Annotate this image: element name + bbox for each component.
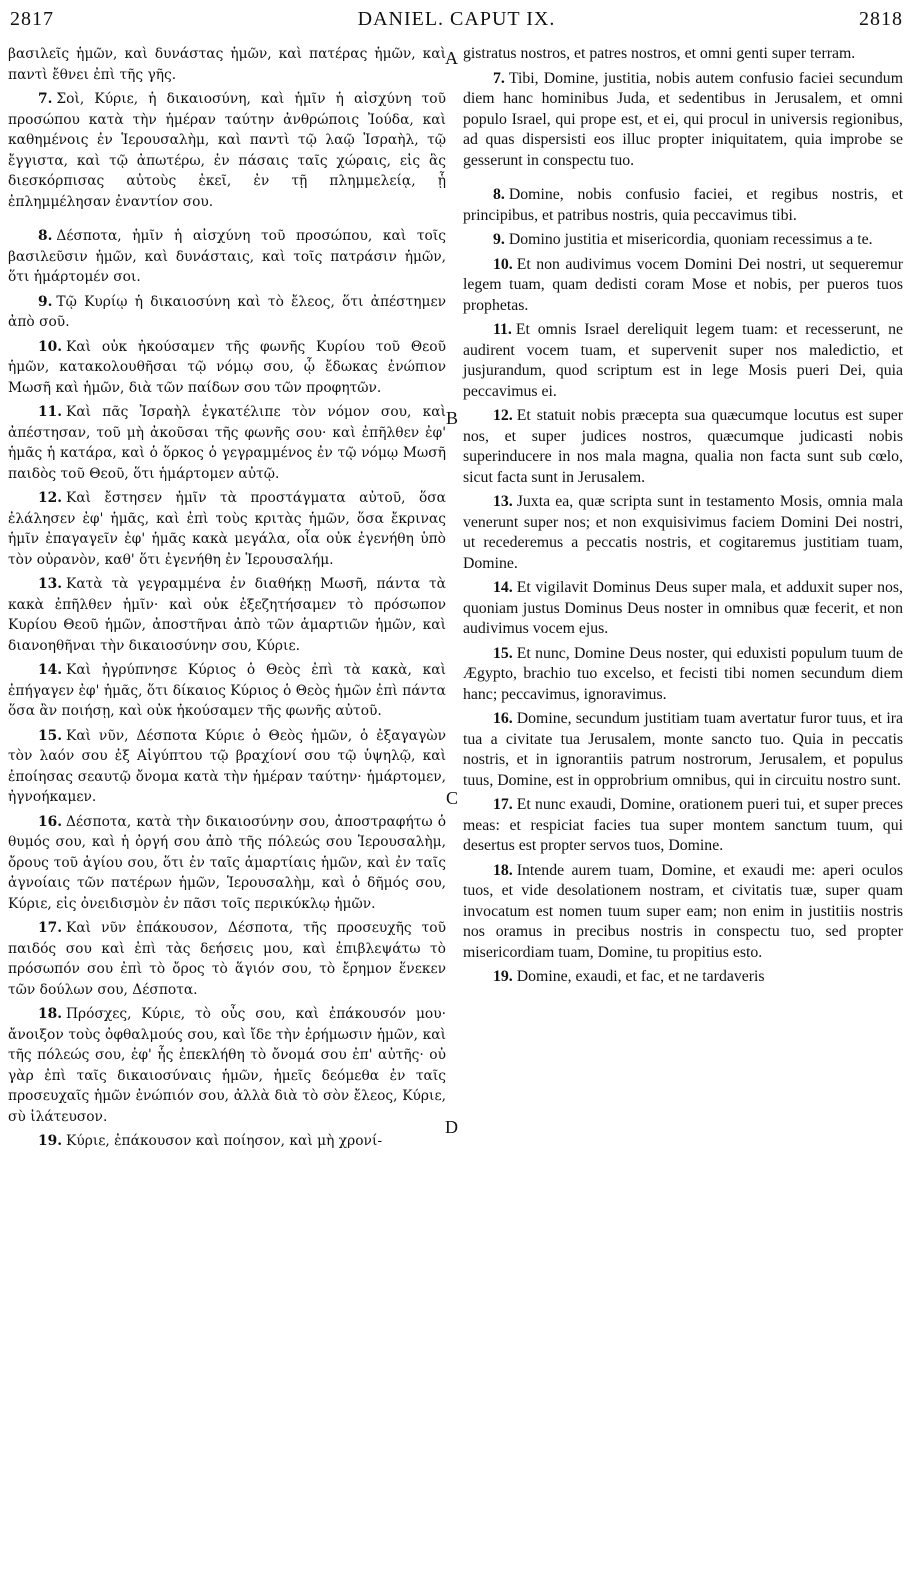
verse-number: 18. xyxy=(38,1006,63,1022)
verse-text: Καὶ οὐκ ἠκούσαμεν τῆς φωνῆς Κυρίου τοῦ Θεοῦ ἡμῶν, κατακολουθῆσαι τῷ νόμῳ σου, ᾧ ἔδωκας ἐνώπιον Μωσῆ καὶ ἡμῶν, διὰ τῶν παίδων σου τῶν προφητῶν. xyxy=(8,338,446,396)
page-header xyxy=(10,8,903,34)
verse-number: 9. xyxy=(493,231,505,248)
verse-text: Κατὰ τὰ γεγραμμένα ἐν διαθήκῃ Μωσῆ, πάντα τὰ κακὰ ἐπῆλθεν ἡμῖν· καὶ οὐκ ἐξεζητήσαμεν τὸ πρόσωπον Κυρίου Θεοῦ ἡμῶν, ἀποστῆναι ἀπὸ τῶν ἁμαρτιῶν ἡμῶν, καὶ διανοηθῆναι τὴν δικαιοσύνην σου, Κύριε. xyxy=(8,576,446,654)
running-title: DANIEL. CAPUT IX. xyxy=(357,8,556,30)
greek-verse xyxy=(8,488,446,570)
greek-verse xyxy=(8,89,446,212)
latin-verse xyxy=(463,255,903,317)
verse-text: Domine, secundum justitiam tuam avertatur furor tuus, et ira tua a civitate tua Jerusalem, monte sancto tuo. Quia in peccatis nostris, et in ignorantiis patrum nostrorum, Jerusalem, et populus tuus, Domine, est in opprobrium omnibus, qui in circuitu nostro sunt. xyxy=(463,710,903,789)
verse-number: 11. xyxy=(38,404,63,420)
greek-verse xyxy=(8,812,446,915)
latin-verse xyxy=(463,861,903,964)
verse-text: Tibi, Domine, justitia, nobis autem confusio faciei secundum diem hanc hominibus Juda, et sedentibus in Jerusalem, et omni populo Israel, qui prope est, et ei, qui procul in universis regionibus, ad quas dispersisti eos illuc propter iniquitatem, quia improbe se gesserunt in conspectu tuo. xyxy=(463,69,903,169)
latin-verse xyxy=(463,320,903,402)
greek-column xyxy=(8,44,446,1156)
verse-number: 14. xyxy=(38,662,63,678)
verse-number: 14. xyxy=(493,579,513,596)
column-marker-d: D xyxy=(445,1117,458,1137)
page-number-left: 2817 xyxy=(10,8,54,30)
verse-text: Et vigilavit Dominus Deus super mala, et adduxit super nos, quoniam justus Dominus Deus noster in omnibus quæ fecerit, et non audivimus vocem ejus. xyxy=(463,579,903,637)
verse-text: Καὶ πᾶς Ἰσραὴλ ἐγκατέλιπε τὸν νόμον σου, καὶ ἀπέστησαν, τοῦ μὴ ἀκοῦσαι τῆς φωνῆς σου· καὶ ἐπῆλθεν ἐφ' ἡμᾶς ἡ κατάρα, καὶ ὁ ὅρκος ὁ γεγραμμένος ἐν τῷ νόμῳ Μωσῆ παιδὸς τοῦ Θεοῦ, ὅτι ἡμάρτομεν αὐτῷ. xyxy=(8,404,446,482)
greek-verse xyxy=(8,660,446,722)
greek-verse xyxy=(8,44,446,85)
verse-text: Et nunc exaudi, Domine, orationem pueri tui, et super preces meas: et respiciat facies tua super montem sanctum tuum, qui desertus est propter servos tuos, Domine. xyxy=(463,796,903,854)
latin-verse xyxy=(463,795,903,857)
page-number-right: 2818 xyxy=(859,8,903,30)
verse-number: 13. xyxy=(493,493,513,510)
latin-verse xyxy=(463,185,903,226)
verse-number: 9. xyxy=(38,293,53,310)
latin-verse xyxy=(463,69,903,172)
verse-number: 16. xyxy=(493,710,513,727)
verse-number: 10. xyxy=(493,255,513,273)
column-marker-a: A xyxy=(445,48,458,68)
latin-verse xyxy=(463,230,903,251)
verse-text: Καὶ νῦν ἐπάκουσον, Δέσποτα, τῆς προσευχῆς τοῦ παιδός σου καὶ ἐπὶ τὰς δεήσεις μου, καὶ ἐπιβλεψάτω τὸ πρόσωπόν σου ἐπὶ τὸ ὄρος τὸ ἅγιόν σου, τὸ ἔρημον ἕνεκεν τῶν δούλων σου, Δέσποτα. xyxy=(8,920,446,998)
latin-verse xyxy=(463,644,903,706)
verse-text: Πρόσχες, Κύριε, τὸ οὖς σου, καὶ ἐπάκουσόν μου· ἄνοιξον τοὺς ὀφθαλμούς σου, καὶ ἴδε τὴν ἐρήμωσιν ἡμῶν, καὶ τῆς πόλεώς σου, ἐφ' ἧς ἐπεκλήθη τὸ ὄνομά σου ἐπ' αὐτῆς· οὐ γὰρ ἐπὶ ταῖς δικαιοσύναις ἡμῶν, ἡμεῖς δεόμεθα ἐν ταῖς προσευχαῖς ἡμῶν ἐνώπιόν σου, ἀλλὰ διὰ τὸ σὸν ἔλεος, Κύριε, σὺ ἱλάτευσον. xyxy=(8,1006,446,1125)
greek-verse xyxy=(8,226,446,288)
verse-text: Juxta ea, quæ scripta sunt in testamento Mosis, omnia mala venerunt super nos; et non exquisivimus faciem Domini Dei nostri, ut recederemus a peccatis nostris, et cogitaremus justitiam tuam, Domine. xyxy=(463,493,903,572)
verse-number: 19. xyxy=(38,1133,63,1149)
verse-number: 16. xyxy=(38,813,63,830)
verse-number: 15. xyxy=(38,727,63,744)
verse-number: 7. xyxy=(38,91,53,107)
verse-text: Et omnis Israel dereliquit legem tuam: et recesserunt, ne audirent vocem tuam, et supervenit super nos maledictio, et jusjurandum, quod scriptum est in lege Mosis pueri Dei, quia peccavimus ei. xyxy=(463,321,903,400)
verse-number: 8. xyxy=(38,228,53,244)
verse-text: Domine, nobis confusio faciei, et regibus nostris, et principibus, et patribus nostris, quia peccavimus tibi. xyxy=(463,186,903,224)
verse-number: 19. xyxy=(493,968,513,985)
column-marker-c: C xyxy=(446,788,459,808)
verse-text: Intende aurem tuam, Domine, et exaudi me: aperi oculos tuos, et vide desolationem nostram, et civitatis tuæ, super quam invocatum est nomen tuum super eam; non enim in justitiis nostris nos oramus in precibus nostris in conspectu tuo, sed propter misericordiam tuam, Domine, tu propitius esto. xyxy=(463,861,903,961)
verse-number: 13. xyxy=(38,576,63,592)
verse-text: Τῷ Κυρίῳ ἡ δικαιοσύνη καὶ τὸ ἔλεος, ὅτι ἀπέστημεν ἀπὸ σοῦ. xyxy=(8,293,446,330)
verse-number: 12. xyxy=(493,407,513,424)
greek-verse xyxy=(8,574,446,656)
verse-text: Καὶ ἠγρύπνησε Κύριος ὁ Θεὸς ἐπὶ τὰ κακὰ, καὶ ἐπήγαγεν ἐφ' ἡμᾶς, ὅτι δίκαιος Κύριος ὁ Θεὸς ἡμῶν ἐπὶ πάντα ὅσα ἂν ποιήσῃ, καὶ οὐκ ἠκούσαμεν τῆς φωνῆς αὐτοῦ. xyxy=(8,662,446,719)
column-marker-b: B xyxy=(446,408,459,428)
verse-text: βασιλεῖς ἡμῶν, καὶ δυνάστας ἡμῶν, καὶ πατέρας ἡμῶν, καὶ παντὶ ἔθνει ἐπὶ τῆς γῆς. xyxy=(8,46,446,83)
verse-number: 12. xyxy=(38,490,63,506)
verse-text: Et nunc, Domine Deus noster, qui eduxisti populum tuum de Ægypto, brachio tuo excelso, et fecisti tibi nomen secundum diem hanc; peccavimus, ignoravimus. xyxy=(463,644,903,703)
latin-verse xyxy=(463,492,903,574)
latin-verse xyxy=(463,967,903,988)
verse-text: Καὶ ἔστησεν ἡμῖν τὰ προστάγματα αὐτοῦ, ὅσα ἐλάλησεν ἐφ' ἡμᾶς, καὶ ἐπὶ τοὺς κριτὰς ἡμῶν, ὅσα ἔκρινας ἡμῖν ἐπαγαγεῖν ἐφ' ἡμᾶς κακὰ μεγάλα, οἷα οὐκ ἐγενήθη ὑπὸ τὸν οὐρανὸν, καθ' ὅτι ἐγενήθη ἐν Ἱερουσαλήμ. xyxy=(8,490,446,568)
verse-text: Σοὶ, Κύριε, ἡ δικαιοσύνη, καὶ ἡμῖν ἡ αἰσχύνη τοῦ προσώπου κατὰ τὴν ἡμέραν ταύτην ἀνθρώποις Ἰούδα, καὶ καθημένοις ἐν Ἱερουσαλὴμ, καὶ παντὶ τῷ λαῷ Ἰσραὴλ, τῷ ἔγγιστα, καὶ τῷ ἀπωτέρω, ἐν πάσαις ταῖς χώραις, εἰς ἃς διεσκόρπισας αὐτοὺς ἐκεῖ, ἐν τῇ πλημμελείᾳ, ᾗ ἐπλημμέλησαν ἐναντίον σου. xyxy=(8,91,446,210)
greek-verse xyxy=(8,292,446,333)
verse-number: 7. xyxy=(493,69,505,87)
verse-text: Et non audivimus vocem Domini Dei nostri, ut sequeremur legem tuam, quam dedisti coram Mose et nobis, per pueros tuos prophetas. xyxy=(463,255,903,314)
latin-column xyxy=(463,44,903,992)
verse-number: 11. xyxy=(493,321,512,338)
greek-verse xyxy=(8,402,446,484)
greek-verse xyxy=(8,1004,446,1127)
verse-text: Δέσποτα, κατὰ τὴν δικαιοσύνην σου, ἀποστραφήτω ὁ θυμός σου, καὶ ἡ ὀργή σου ἀπὸ τῆς πόλεώς σου Ἱερουσαλὴμ, ὄρους τοῦ ἁγίου σου, ὅτι ἐν ταῖς ἁμαρτίαις ἡμῶν, καὶ ἐν ταῖς ἀγνοίαις τῶν πατέρων ἡμῶν, Ἱερουσαλὴμ, καὶ ὁ δῆμός σου, Κύριε, εἰς ὀνειδισμὸν ἐν πᾶσι τοῖς περικύκλῳ ἡμῶν. xyxy=(8,813,446,912)
latin-verse xyxy=(463,406,903,488)
verse-number: 10. xyxy=(38,338,63,355)
verse-text: Et statuit nobis præcepta sua quæcumque locutus est super nos, et super judices nostros, quæcumque judicasti nobis superinducere in nos mala magna, qualia non facta sunt sub cœlo, sicut facta sunt in Jerusalem. xyxy=(463,407,903,486)
latin-verse xyxy=(463,709,903,791)
greek-verse xyxy=(8,1131,446,1152)
verse-text: Domine, exaudi, et fac, et ne tardaveris xyxy=(516,968,765,985)
verse-text: Κύριε, ἐπάκουσον καὶ ποίησον, καὶ μὴ χρονί- xyxy=(66,1133,383,1149)
verse-number: 15. xyxy=(493,644,513,662)
verse-text: Καὶ νῦν, Δέσποτα Κύριε ὁ Θεὸς ἡμῶν, ὁ ἐξαγαγὼν τὸν λαόν σου ἐξ Αἰγύπτου τῷ βραχίονί σου τῷ ὑψηλῷ, καὶ ἐποίησας σεαυτῷ ὄνομα κατὰ τὴν ἡμέραν ταύτην· ἡμάρτομεν, ἠγνοήκαμεν. xyxy=(8,727,446,805)
latin-verse xyxy=(463,578,903,640)
verse-number: 18. xyxy=(493,861,513,879)
verse-number: 17. xyxy=(493,796,513,813)
greek-verse xyxy=(8,337,446,399)
verse-text: Domino justitia et misericordia, quoniam recessimus a te. xyxy=(508,231,873,248)
greek-verse xyxy=(8,726,446,808)
verse-text: Δέσποτα, ἡμῖν ἡ αἰσχύνη τοῦ προσώπου, καὶ τοῖς βασιλεῦσιν ἡμῶν, καὶ δυνάσταις, καὶ τοῖς πατράσιν ἡμῶν, ὅτι ἡμάρτομέν σοι. xyxy=(8,228,446,285)
latin-verse xyxy=(463,44,903,65)
greek-verse xyxy=(8,918,446,1000)
verse-text: gistratus nostros, et patres nostros, et omni genti super terram. xyxy=(463,45,856,62)
verse-number: 17. xyxy=(38,920,63,936)
verse-number: 8. xyxy=(493,186,505,203)
